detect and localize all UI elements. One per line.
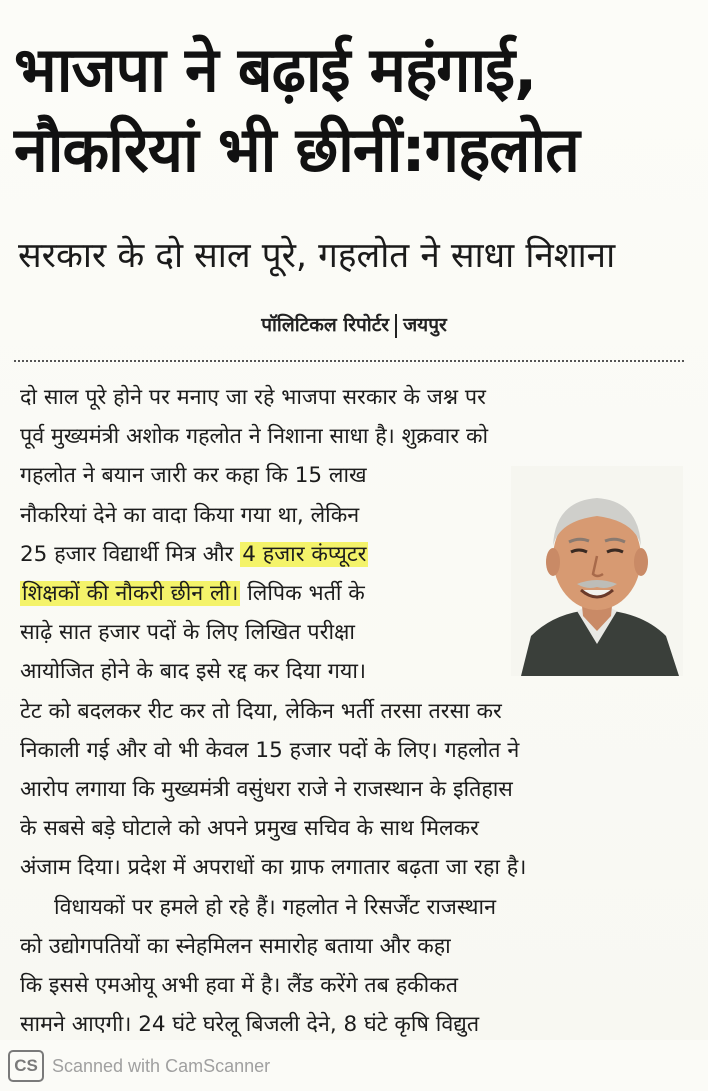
body-line: विधायकों पर हमले हो रहे हैं। गहलोत ने रिसर्जेंट राजस्थान (54, 894, 497, 920)
camscanner-watermark-text: Scanned with CamScanner (52, 1056, 271, 1076)
body-text: लिपिक भर्ती के (247, 581, 365, 607)
body-line: टेट को बदलकर रीट कर तो दिया, लेकिन भर्ती तरसा तरसा कर (20, 698, 502, 724)
body-line: कि इससे एमओयू अभी हवा में है। लैंड करेंगे तब हकीकत (20, 973, 459, 999)
subheadline: सरकार के दो साल पूरे, गहलोत ने साधा निशाना (18, 236, 616, 276)
portrait-illustration (511, 466, 683, 676)
body-line: दो साल पूरे होने पर मनाए जा रहे भाजपा सरकार के जश्न पर (20, 385, 486, 410)
body-line: आरोप लगाया कि मुख्यमंत्री वसुंधरा राजे ने राजस्थान के इतिहास (20, 777, 513, 803)
body-line (20, 574, 502, 613)
body-line: सामने आएगी। 24 घंटे घरेलू बिजली देने, 8 घंटे कृषि विद्युत (20, 1012, 480, 1038)
camscanner-logo: CS (8, 1050, 44, 1082)
body-line: अंजाम दिया। प्रदेश में अपराधों का ग्राफ लगातार बढ़ता जा रहा है। (20, 855, 527, 881)
headline-line-1: भाजपा ने बढ़ाई महंगाई, (14, 33, 537, 106)
body-line: को उद्योगपतियों का स्नेहमिलन समारोह बताया और कहा (20, 933, 451, 959)
body-line: गहलोत ने बयान जारी कर कहा कि 15 लाख (20, 463, 367, 489)
headline-line-2: नौकरियां भी छीनीं:गहलोत (14, 113, 579, 186)
body-text: 25 हजार विद्यार्थी मित्र और (20, 541, 234, 567)
dotted-separator (14, 360, 684, 362)
body-line: आयोजित होने के बाद इसे रद्द कर दिया गया। (20, 659, 367, 685)
body-line: नौकरियां देने का वादा किया गया था, लेकिन (20, 502, 360, 528)
byline (0, 310, 708, 340)
highlighted-text: शिक्षकों की नौकरी छीन ली। (22, 581, 239, 607)
body-line: पूर्व मुख्यमंत्री अशोक गहलोत ने निशाना साधा है। शुक्रवार को (20, 424, 489, 450)
body-line: साढ़े सात हजार पदों के लिए लिखित परीक्षा (20, 620, 355, 646)
headline (14, 30, 680, 190)
portrait-photo (511, 466, 683, 676)
byline-city: जयपुर (403, 314, 447, 336)
byline-reporter: पॉलिटिकल रिपोर्टर (261, 314, 390, 336)
byline-divider (395, 314, 397, 338)
body-line: निकाली गई और वो भी केवल 15 हजार पदों के लिए। गहलोत ने (20, 737, 520, 763)
body-line (20, 535, 502, 574)
highlighted-text: 4 हजार कंप्यूटर (242, 541, 367, 567)
body-line: के सबसे बड़े घोटाले को अपने प्रमुख सचिव के साथ मिलकर (20, 816, 479, 842)
